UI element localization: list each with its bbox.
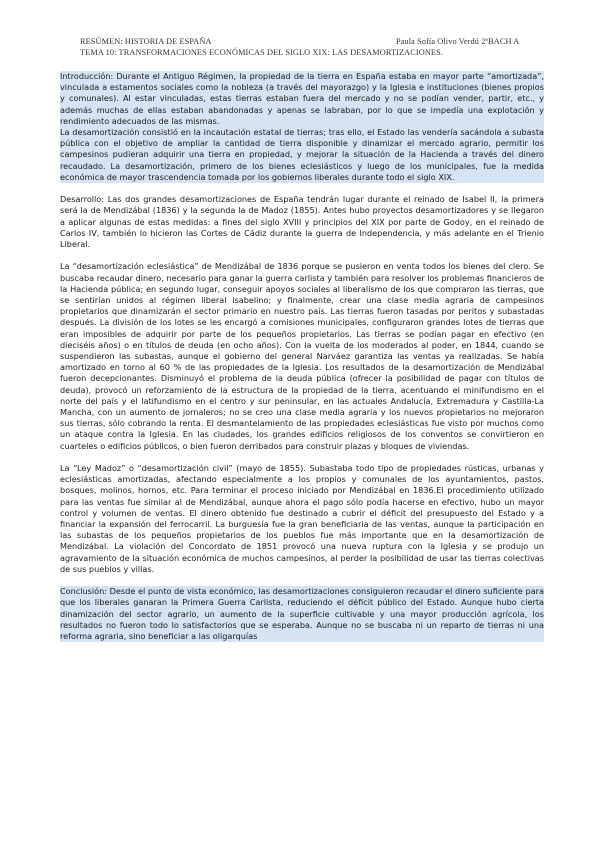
intro-paragraph-1: Introducción: Durante el Antiguo Régimen, la propiedad de la tierra en España estaba en mayor parte “amortizada”, vinculada a estamentos sociales como la nobleza (a través del mayorazgo) y la Iglesia e instituciones (bienes propios y comunales). Al estar vinculadas, estas tierras estaban fuera del mercado y no se podían vender, partir, etc., y además muchas de ellas estaban abandonadas y apenas se labraban, por lo que se impedía una explotación y rendimiento adecuados de las mismas. xyxy=(60,71,544,126)
conclusion-paragraph: Conclusión: Desde el punto de vista económico, las desamortizaciones consiguieron recaudar el dinero suficiente para que los liberales ganaran la Primera Guerra Carlista, reduciendo el déficit público del Estado. Aunque hubo cierta dinamización del sector agrario, un aumento de la superficie cultivable y una mayor producción agrícola, los resultados no fueron todo lo satisfactorios que se esperaba. Aunque no se buscaba ni un reparto de tierras ni una reforma agraria, sino beneficiar a las oligarquías xyxy=(60,586,544,642)
madoz-paragraph: La “Ley Madoz” o “desamortización civil” (mayo de 1855). Subastaba todo tipo de propiedades rústicas, urbanas y eclesiásticas amortizadas, afectando especialmente a los propios y comunales de los ayuntamientos, pastos, bosques, molinos, hornos, etc. Para terminar el proceso iniciado por Mendizábal en 1836.El procedimiento utilizado para las ventas fue similar al de Mendizábal, aunque ahora el pago sólo podía hacerse en efectivo, hubo un mayor control y volumen de ventas. El dinero obtenido fue destinado a cubrir el déficit del presupuesto del Estado y a financiar la expansión del ferrocarril. La burguesía fue la gran beneficiaria de las ventas, aunque la participación en las subastas de los pequeños propietarios de los pueblos fue más importante que en la desamortización de Mendizábal. La violación del Concordato de 1851 provocó una nueva ruptura con la Iglesia y se produjo un agravamiento de la situación económica de muchos campesinos, al perder la posibilidad de usar las tierras colectivas de sus pueblos y villas. xyxy=(60,463,544,574)
document-body xyxy=(60,71,544,653)
desarrollo-paragraph: Desarrollo: Las dos grandes desamortizaciones de España tendrán lugar durante el reinado de Isabel II, la primera será la de Mendizábal (1836) y la segunda la de Madoz (1855). Antes hubo proyectos desamortizadores y se llegaron a aplicar algunas de estas medidas: a fines del siglo XVIII y principios del XIX por parte de Godoy, en el reinado de Carlos IV, también lo hicieron las Cortes de Cádiz durante la guerra de Independencia, y más adelante en el Trienio Liberal. xyxy=(60,194,544,250)
header-topic: TEMA 10: TRANSFORMACIONES ECONÓMICAS DEL SIGLO XIX: LAS DESAMORTIZACIONES. xyxy=(80,48,443,57)
mendizabal-paragraph: La “desamortización eclesiástica” de Mendizábal de 1836 porque se pusieron en venta todos los bienes del clero. Se buscaba recaudar dinero, necesario para ganar la guerra carlista y también para resolver los problemas financieros de la Hacienda pública; en segundo lugar, conseguir apoyos sociales al liberalismo de los que compraron las tierras, que se sentirían unidos al régimen liberal isabelino; y finalmente, crear una clase media agraria de campesinos propietarios que dinamizarán el sector primario en nuestro país. Las tierras fueron tasadas por peritos y subastadas después. La división de los lotes se les encargó a comisiones municipales, configuraron grandes lotes de tierras que eran imposibles de adquirir por parte de los pequeños propietarios. Las tierras se podían pagar en efectivo (en dieciséis años) o en títulos de deuda (en ocho años). Con la vuelta de los moderados al poder, en 1844, cuando se suspendieron las subastas, aunque el gobierno del general Narváez garantiza las ventas ya realizadas. Se había amortizado en torno al 60 % de las propiedades de la Iglesia. Los resultados de la desamortización de Mendizábal fueron decepcionantes. Disminuyó el problema de la deuda pública (ofrecer la posibilidad de pagar con títulos de deuda), provocó un reforzamiento de la estructura de la propiedad de la tierra, acentuando el minifundismo en el norte del país y el latifundismo en el centro y sur peninsular, en las actuales Andalucía, Extremadura y Castilla-La Mancha, con un aumento de jornaleros; no se creo una clase media agraria y los nuevos propietarios no mejoraron sus tierras, sólo cobrando la renta. El desmantelamiento de las propiedades eclesiásticas fue visto por muchos como un ataque contra la Iglesia. En las ciudades, los grandes edificios religiosos de los conventos se convirtieron en cuarteles o edificios públicos, o bien fueron derribados para construir plazas y bloques de viviendas. xyxy=(60,261,544,451)
header-title: RESÚMEN: HISTORIA DE ESPAÑA xyxy=(80,37,212,46)
intro-paragraph-2: La desamortización consistió en la incautación estatal de tierras; tras ello, el Estado las vendería sacándola a subasta pública con el objetivo de ampliar la cantidad de tierra disponible y dinamizar el mercado agrario, permitir los campesinos pudieran adquirir una tierra en propiedad, y mejorar la situación de la Hacienda a través del dinero recaudado. La desamortización, primero de los bienes eclesiásticos y luego de los municipales, fue la medida económica de mayor trascendencia tomada por los gobiernos liberales durante todo el siglo XIX. xyxy=(60,127,544,182)
header-author: Paula Sofía Olivo Verdú 2ºBACH A xyxy=(396,37,520,46)
